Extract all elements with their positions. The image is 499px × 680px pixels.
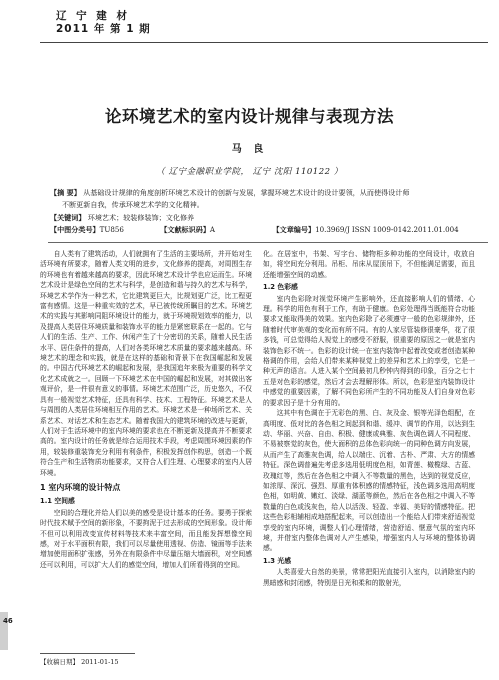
- article-title: 论环境艺术的室内设计规律与表现方法: [105, 107, 394, 126]
- doc-code-label: 【文献标识码】: [160, 225, 210, 234]
- footnote-rule: [40, 653, 135, 654]
- article-number-value: 10.3969/J ISSN 1009-0142.2011.01.004: [315, 225, 459, 234]
- right-paragraph-4: 人类喜爱大自然的美景，常常把阳光直接引入室内，以消除室内的黑暗感和封闭感，特别是日光和柔和的散射光，: [263, 568, 475, 587]
- received-date: 【收稿日期】 2011-01-15: [40, 658, 119, 666]
- article-number-label: 【文章编号】: [272, 225, 316, 234]
- subsection-1-1-heading: 1.1 空间感: [40, 497, 75, 506]
- subsection-1-2-heading: 1.2 色彩感: [263, 283, 298, 292]
- left-column: [40, 249, 252, 570]
- right-paragraph-1: 化。在居室中，书架、写字台、储物柜多种功能的空间设计，收放自如，将空间充分利用。吊柜、吊床从屋顶吊下，不但能满足需要，而且还能增强空间的动感。: [263, 250, 475, 279]
- journal-header: [56, 10, 151, 36]
- section-1-heading: 1 室内环境的设计特点: [40, 482, 121, 492]
- author-affiliation: （ 辽宁金融职业学院， 辽宁 沈阳 110122 ）: [156, 167, 343, 177]
- right-paragraph-3: 这其中有色调在于无彩色的黑、白、灰及金、银等光泽色组配，在高明度、低对比的各色相之间起到和谐、缓冲、调节的作用，以达到生动、华丽、兴奋、自由、积极、健康或典雅、灰色调色调人不同程度、不易被察觉的灰色，使大面积的总体色彩向统一的同种色调方向发展，从而产生了高雅灰色调，给人以端庄、沉着、古朴、严肃、大方的情感特征。深色调普遍先考虑多选用低明度色相，如青莲、橄榄绿、古蓝、玫瑰红等，然后在各色相之中调入不等数量的黑色，达到的视觉反应，如浓厚、深沉、强烈、厚重有体积感的情感特征，浅色调多选用高明度色相，如明黄、嫩红、淡绿、湖蓝等颜色，然后在各色相之中调入不等数量的白色或浅灰色，给人以活泼、轻盈、幸福、美好的情感特征。把这些色彩相辅相成地搭配起来，可以创造出一个能给人们带来舒适视觉享受的室内环境，调整人们心理情绪，营造舒适、惬意气氛的室内环境，并借室内整体色调对人产生感染，增强室内人与环境的整体协调感。: [263, 409, 475, 553]
- abstract-separator: [48, 242, 488, 243]
- right-paragraph-2: 室内色彩除对视觉环境产生影响外，还直接影响人们的情绪、心理。科学的用色有利于工作，有助于健康。色彩处理得当既能符合功能要求又能取得美的效果。室内色彩除了必须遵守一般的色彩规律外，还随着时代审美观的变化而有所不同。有的人家尽管装修很豪华，花了很多钱，可总觉得给人视觉上的感受不舒服，很重要的原因之一就是室内装饰色彩不统一。色彩的设计统一在室内装饰中起着改变或者创造某种格调的作用，会给人们带来某种视觉上的差异和艺术上的享受，它是一种无声的语言。人进入某个空间最初几秒钟内得到的印象，百分之七十五是对色彩的感觉，然后才会去理解形体。所以，色彩是室内装饰设计中感觉的重要因素，了解不同色彩所产生的不同功能及人们自身对色彩的要求因子是十分有用的。: [263, 294, 475, 407]
- header-rule: [40, 42, 488, 43]
- subsection-1-3-heading: 1.3 光感: [263, 556, 292, 565]
- abstract-text-line2: 不断更新自我，传承环境艺术学的文化精神。: [62, 200, 204, 209]
- keywords-block: [50, 212, 490, 224]
- article-author: 马 良: [231, 144, 268, 155]
- abstract-text-line1: 从基础设计规律的角度剖析环境艺术设计的创新与发展，掌握环境艺术设计的设计要领，从而使得设计师: [83, 188, 410, 197]
- abstract-block: [50, 187, 490, 211]
- journal-name: 辽 宁 建 材: [56, 10, 130, 22]
- journal-issue: 2011 年 第 1 期: [56, 23, 151, 35]
- left-paragraph-2: 空间的合理化并给人们以美的感受是设计基本的任务。要勇于探索时代技术赋予空间的新形象，不要拘泥于过去形成的空间形象。设计师不但可以利用改变宣传材料等技术来丰富空间，而且能发挥想像空间感，对于水平面积有限，我们可以尽量使用透视、仿造、镜面等手法来增加使用面积扩张感，另外在有限条件中尽量压缩大墙面积，对空间感还可以利用，可以扩大人们的感觉空间，增加人们所看得到的空间。: [40, 508, 252, 569]
- clc-label: 【中图分类号】: [50, 225, 100, 234]
- abstract-label: 【摘 要】: [50, 188, 81, 197]
- clc-value: TU856: [99, 225, 124, 234]
- page-number: 46: [3, 617, 13, 625]
- left-paragraph-1: 自人类有了建筑活动，人们就拥有了生活的主要场所，并开始对生活环境有所要求，随着人类文明的进步，文化修养的提高，对周围生存的环境也有着越来越高的要求，因此环境艺术设计学也应运而生。环境艺术设计是绿色空间的艺术与科学，是创造和谐与持久的艺术与科学，环境艺术学作为一种艺术，它比建筑更巨大，比规划更广泛，比工程更富有感情。这是一种重实效的艺术，早已被传统所瞩目的艺术。环境艺术的实践与其影响同阻环境设计的能力，就于环境规划效率的能力，以及提高人类居住环境质量和装饰水平的能力是紧密联系在一起的。它与人们的生活、生产、工作、休闲产生了十分密切的关系，随着人民生活水平、居住条件的提高，人们对各类环境艺术质量的要求越来越高。环境艺术的理念和实践，就是在这样的基础和背景下在我国崛起和发展的。中国古代环境艺术的崛起和发展，是我国追年来极为重要的科学文化艺术成就之一。回顾一下环境艺术在中国的崛起和发展，对其做出客观评价，是一件很有意义的事情。环境艺术范围广泛，历史悠久，不仅具有一般视觉艺术特征，还具有科学、技术、工程特征。环境艺术是人与周围的人类居住环境相互作用的艺术。环境艺术是一种场所艺术、关系艺术、对话艺术和生态艺术。随着我国大的建筑环境的改进与更新，人们对于生活环境中的室内环境的要求也在不断更新及提高并不断要求高的。室内设计的任务就是综合运用技术手段，考虑周围环境因素的作用，较装修重装饰充分利用有利条件，积极发挥创作构思，创造一个既符合生产和生活物质功能要求，又符合人们生理、心理要求的室内人居环境。: [40, 250, 252, 477]
- keywords-text: 环境艺术；较装修装饰；文化修养: [87, 213, 195, 222]
- classification-row: [50, 224, 490, 236]
- right-column: [263, 249, 475, 588]
- keywords-label: 【关键词】: [50, 213, 86, 222]
- doc-code-value: A: [209, 225, 216, 234]
